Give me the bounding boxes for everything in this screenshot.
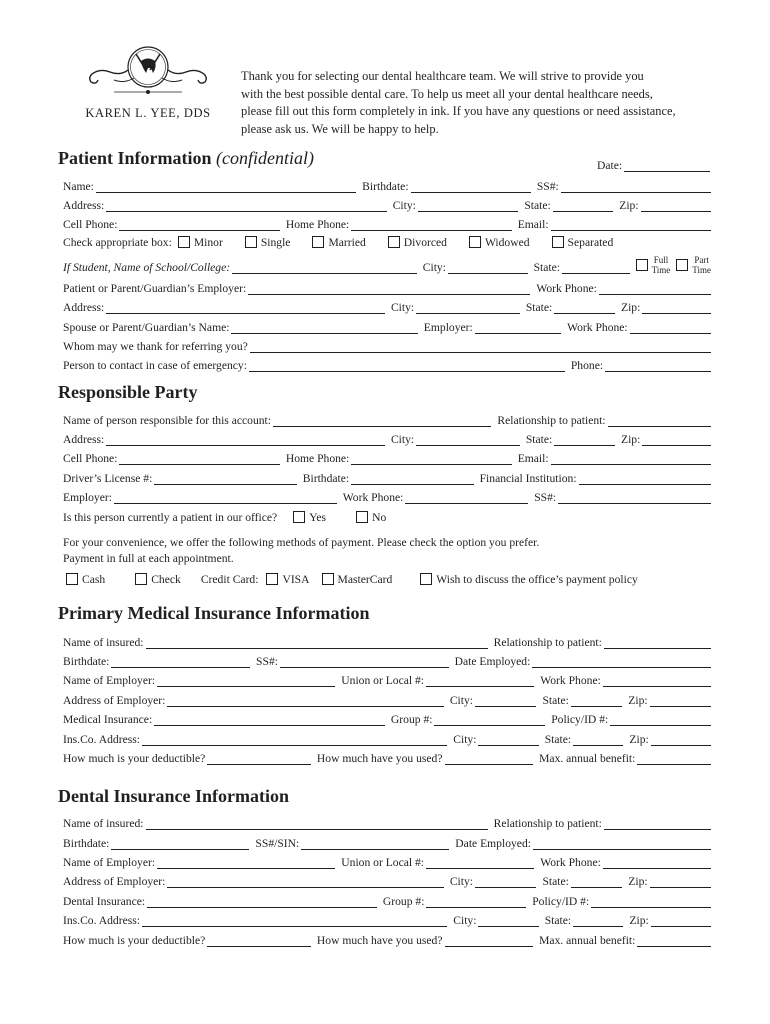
ss-field[interactable] [280,656,449,668]
relationship-label: Relationship to patient: [497,414,606,427]
date-employed-field[interactable] [533,838,711,850]
patient-section-title [58,148,314,169]
check-label: Check [151,572,181,586]
relationship-field[interactable] [604,637,711,649]
credit-card-label: Credit Card: [200,572,259,586]
work-phone-field[interactable] [603,675,711,687]
checkbox-label: Married [328,235,366,249]
dental-insured-row [63,812,711,830]
ss-field[interactable] [558,492,711,504]
yes-label: Yes [309,510,327,524]
intro-paragraph [241,68,721,138]
address-label: Address: [63,199,105,212]
emergency-field[interactable] [249,360,565,372]
ss-sin-field[interactable] [301,838,449,850]
no-label: No [372,510,387,524]
spouse-row [63,316,711,334]
employer-address-field[interactable] [106,302,385,314]
payment-options-row [66,570,714,588]
emergency-row [63,354,711,372]
address-label: Address: [63,433,105,446]
policy-label: Policy/ID #: [551,713,609,726]
city-field[interactable] [418,200,518,212]
intro-line: with the best possible dental care. To help us meet all your dental healthcare needs, [241,86,653,101]
tooth-emblem-icon [74,40,222,102]
address-field[interactable] [106,434,385,446]
max-benefit-label: Max. annual benefit: [539,752,636,765]
union-label: Union or Local #: [341,856,425,869]
city-field[interactable] [478,915,538,927]
patient-address-row [63,194,711,212]
employer-field[interactable] [157,675,335,687]
checkbox-label: Minor [193,235,223,249]
date-employed-field[interactable] [532,656,711,668]
email-field[interactable] [551,453,711,465]
license-label: Driver’s License #: [63,472,153,485]
state-field[interactable] [571,695,622,707]
work-phone-field[interactable] [630,322,711,334]
city-field[interactable] [475,876,536,888]
financial-field[interactable] [579,473,711,485]
city-label: City: [392,199,416,212]
intro-line: please ask us. We will be happy to help. [241,121,439,136]
visa-label: VISA [282,572,310,586]
cell-phone-label: Cell Phone: [63,218,118,231]
discuss-label: Wish to discuss the office’s payment policy [436,572,638,586]
visa-checkbox[interactable] [266,573,309,586]
medical-insured-row [63,631,711,649]
current-patient-row [63,508,711,526]
insured-field[interactable] [146,818,488,830]
financial-label: Financial Institution: [479,472,577,485]
zip-label: Zip: [620,433,641,446]
checkbox-icon [322,573,334,585]
work-phone-label: Work Phone: [567,321,628,334]
city-label: City: [449,694,474,707]
payment-full: Payment in full at each appointment. [63,552,234,565]
time-label: Time [692,265,711,275]
school-field[interactable] [232,262,417,274]
birthdate-field[interactable] [411,181,531,193]
checkbox-icon [266,573,278,585]
zip-label: Zip: [629,914,649,927]
ss-label: SS#: [256,655,278,668]
zip-label: Zip: [628,875,648,888]
section-title-text: Patient Information [58,148,212,168]
group-label: Group #: [382,895,425,908]
state-label: State: [524,199,551,212]
checkbox-icon [388,236,400,248]
checkbox-icon [636,259,648,271]
insured-label: Name of insured: [63,817,144,830]
referral-field[interactable] [250,341,711,353]
union-label: Union or Local #: [341,674,425,687]
relationship-label: Relationship to patient: [493,817,602,830]
home-phone-label: Home Phone: [285,218,350,231]
cell-phone-label: Cell Phone: [63,452,118,465]
student-label: If Student, Name of School/College: [63,261,231,274]
dental-birthdate-row [63,832,711,850]
student-row [63,256,711,274]
minor-checkbox[interactable] [178,236,223,249]
phone-label: Phone: [570,359,604,372]
checkbox-icon [66,573,78,585]
zip-field[interactable] [642,434,711,446]
email-field[interactable] [551,219,711,231]
birthdate-field[interactable] [111,838,249,850]
home-phone-field[interactable] [351,219,511,231]
responsible-person-field[interactable] [273,415,491,427]
work-phone-label: Work Phone: [540,674,601,687]
used-field[interactable] [445,935,534,947]
no-checkbox[interactable] [356,511,386,524]
name-label: Name: [63,180,94,193]
state-label: State: [525,433,553,446]
employer-label: Patient or Parent/Guardian’s Employer: [63,282,247,295]
union-field[interactable] [426,857,534,869]
spouse-employer-field[interactable] [475,322,561,334]
ss-sin-label: SS#/SIN: [255,837,300,850]
responsible-section-title: Responsible Party [58,382,198,402]
employer-label: Employer: [63,491,112,504]
employer-field[interactable] [248,283,530,295]
checkbox-icon [469,236,481,248]
separated-checkbox[interactable] [552,236,614,249]
check-box-label: Check appropriate box: [63,235,172,249]
ss-field[interactable] [561,181,711,193]
state-field[interactable] [573,734,623,746]
address-label: Address: [63,301,105,314]
zip-label: Zip: [629,733,649,746]
address-field[interactable] [106,200,386,212]
deductible-field[interactable] [207,935,311,947]
zip-field[interactable] [650,695,711,707]
referral-label: Whom may we thank for referring you? [63,340,248,353]
state-field[interactable] [553,200,613,212]
zip-field[interactable] [650,876,711,888]
state-label: State: [525,301,553,314]
state-label: State: [544,733,572,746]
email-label: Email: [517,218,549,231]
birthdate-field[interactable] [351,473,473,485]
medical-deductible-row [63,747,711,765]
date-field-row [597,156,710,172]
emergency-label: Person to contact in case of emergency: [63,359,247,372]
dental-employer-address-row [63,870,711,888]
ins-address-field[interactable] [142,734,447,746]
employer-field[interactable] [114,492,337,504]
medical-insurance-row [63,708,711,726]
married-checkbox[interactable] [312,236,365,249]
medical-employer-address-row [63,689,711,707]
state-field[interactable] [571,876,622,888]
full-time-checkbox[interactable] [636,255,671,275]
responsible-address-row [63,428,711,446]
insured-label: Name of insured: [63,636,144,649]
employer-address-row [63,296,711,314]
student-city-field[interactable] [448,262,528,274]
city-label: City: [390,433,415,446]
full-label: Full [653,255,669,265]
home-phone-label: Home Phone: [285,452,350,465]
checkbox-icon [356,511,368,523]
confidential-note: (confidential) [215,148,314,168]
state-label: State: [542,694,569,707]
time-label: Time [651,265,671,275]
single-checkbox[interactable] [245,236,291,249]
deductible-label: How much is your deductible? [63,752,206,765]
used-label: How much have you used? [316,752,443,765]
medical-section-title: Primary Medical Insurance Information [58,603,370,623]
dental-insurance-row [63,890,711,908]
checkbox-icon [676,259,688,271]
max-benefit-label: Max. annual benefit: [539,934,636,947]
state-field[interactable] [554,434,615,446]
used-label: How much have you used? [316,934,443,947]
ins-address-label: Ins.Co. Address: [63,914,140,927]
checkbox-icon [245,236,257,248]
emergency-phone-field[interactable] [605,360,711,372]
spouse-label: Spouse or Parent/Guardian’s Name: [63,321,230,334]
cash-label: Cash [82,572,106,586]
employer-address-field[interactable] [167,695,443,707]
home-phone-field[interactable] [351,453,511,465]
intro-line: Thank you for selecting our dental healthcare team. We will strive to provide you [241,69,644,83]
checkbox-label: Divorced [403,235,447,249]
city-field[interactable] [416,434,520,446]
spouse-employer-label: Employer: [423,321,473,334]
checkbox-icon [420,573,432,585]
checkbox-icon [178,236,190,248]
mastercard-checkbox[interactable] [322,573,393,586]
dental-employer-row [63,851,711,869]
checkbox-label: Single [260,235,291,249]
patient-phone-row [63,213,711,231]
payment-intro: For your convenience, we offer the following methods of payment. Please check the option you prefer. [63,536,540,549]
medical-ins-address-row [63,728,711,746]
group-field[interactable] [426,896,526,908]
work-phone-field[interactable] [603,857,711,869]
responsible-phone-row [63,447,711,465]
spouse-field[interactable] [231,322,417,334]
dental-ins-address-row [63,909,711,927]
responsible-employer-row [63,486,711,504]
zip-field[interactable] [641,200,711,212]
group-field[interactable] [434,714,545,726]
policy-label: Policy/ID #: [532,895,590,908]
dental-insurance-field[interactable] [147,896,377,908]
mastercard-label: MasterCard [337,572,393,586]
max-benefit-field[interactable] [637,935,711,947]
city-label: City: [422,261,446,274]
date-employed-label: Date Employed: [454,655,531,668]
medical-insurance-label: Medical Insurance: [63,713,153,726]
checkbox-icon [293,511,305,523]
marital-status-row [63,233,711,251]
responsible-person-row [63,409,711,427]
state-field[interactable] [573,915,623,927]
checkbox-icon [552,236,564,248]
dental-section-title: Dental Insurance Information [58,786,290,806]
relationship-field[interactable] [604,818,711,830]
work-phone-field[interactable] [599,283,711,295]
practice-logo [74,40,222,120]
divorced-checkbox[interactable] [388,236,447,249]
student-state-field[interactable] [562,262,630,274]
zip-label: Zip: [628,694,648,707]
policy-field[interactable] [591,896,711,908]
work-phone-label: Work Phone: [536,282,597,295]
employer-label: Name of Employer: [63,674,156,687]
ins-address-label: Ins.Co. Address: [63,733,140,746]
deductible-label: How much is your deductible? [63,934,206,947]
license-row [63,467,711,485]
work-phone-label: Work Phone: [540,856,601,869]
doctor-name: KAREN L. YEE, DDS [85,106,211,120]
work-phone-label: Work Phone: [342,491,404,504]
ins-address-field[interactable] [142,915,447,927]
used-field[interactable] [445,753,534,765]
birthdate-label: Birthdate: [362,180,409,193]
city-label: City: [453,733,477,746]
state-field[interactable] [554,302,615,314]
cash-checkbox[interactable] [66,573,105,586]
email-label: Email: [517,452,549,465]
intro-line: please fill out this form completely in ink. If you have any questions or need assistance, [241,104,676,118]
part-time-checkbox[interactable] [676,255,711,275]
zip-label: Zip: [620,301,641,314]
check-checkbox[interactable] [135,573,181,586]
deductible-field[interactable] [207,753,311,765]
group-label: Group #: [390,713,433,726]
ss-label: SS#: [536,180,559,193]
max-benefit-field[interactable] [637,753,711,765]
city-field[interactable] [416,302,520,314]
birthdate-label: Birthdate: [63,837,110,850]
date-employed-label: Date Employed: [455,837,531,850]
date-field[interactable] [624,160,710,172]
work-phone-field[interactable] [405,492,528,504]
union-field[interactable] [426,675,534,687]
part-label: Part [694,255,709,265]
city-field[interactable] [478,734,538,746]
employer-label: Name of Employer: [63,856,156,869]
zip-field[interactable] [651,915,711,927]
policy-field[interactable] [610,714,711,726]
zip-label: Zip: [619,199,639,212]
discuss-payment-checkbox[interactable] [420,573,638,586]
yes-checkbox[interactable] [293,511,326,524]
license-field[interactable] [154,473,296,485]
medical-birthdate-row [63,650,711,668]
checkbox-icon [312,236,324,248]
name-field[interactable] [96,181,356,193]
referral-row [63,335,711,353]
birthdate-label: Birthdate: [302,472,350,485]
patient-name-row [63,175,711,193]
state-label: State: [544,914,572,927]
checkbox-label: Separated [567,235,614,249]
ss-label: SS#: [534,491,557,504]
state-label: State: [533,261,560,274]
cell-phone-field[interactable] [119,453,279,465]
cell-phone-field[interactable] [119,219,279,231]
responsible-person-label: Name of person responsible for this account: [63,414,271,427]
checkbox-label: Widowed [484,235,530,249]
city-label: City: [390,301,415,314]
medical-insurance-field[interactable] [154,714,385,726]
city-label: City: [453,914,477,927]
date-label: Date: [597,159,623,172]
employer-field[interactable] [157,857,335,869]
widowed-checkbox[interactable] [469,236,530,249]
birthdate-label: Birthdate: [63,655,110,668]
dental-insurance-label: Dental Insurance: [63,895,146,908]
zip-field[interactable] [651,734,711,746]
birthdate-field[interactable] [111,656,250,668]
employer-address-label: Address of Employer: [63,875,166,888]
current-patient-question: Is this person currently a patient in our office? [63,510,278,524]
checkbox-icon [135,573,147,585]
dental-deductible-row [63,929,711,947]
city-label: City: [449,875,474,888]
relationship-label: Relationship to patient: [493,636,602,649]
medical-employer-row [63,669,711,687]
relationship-field[interactable] [608,415,711,427]
city-field[interactable] [475,695,536,707]
employer-address-label: Address of Employer: [63,694,166,707]
insured-field[interactable] [146,637,488,649]
employer-address-field[interactable] [167,876,443,888]
zip-field[interactable] [642,302,711,314]
state-label: State: [542,875,569,888]
patient-employer-row [63,277,711,295]
